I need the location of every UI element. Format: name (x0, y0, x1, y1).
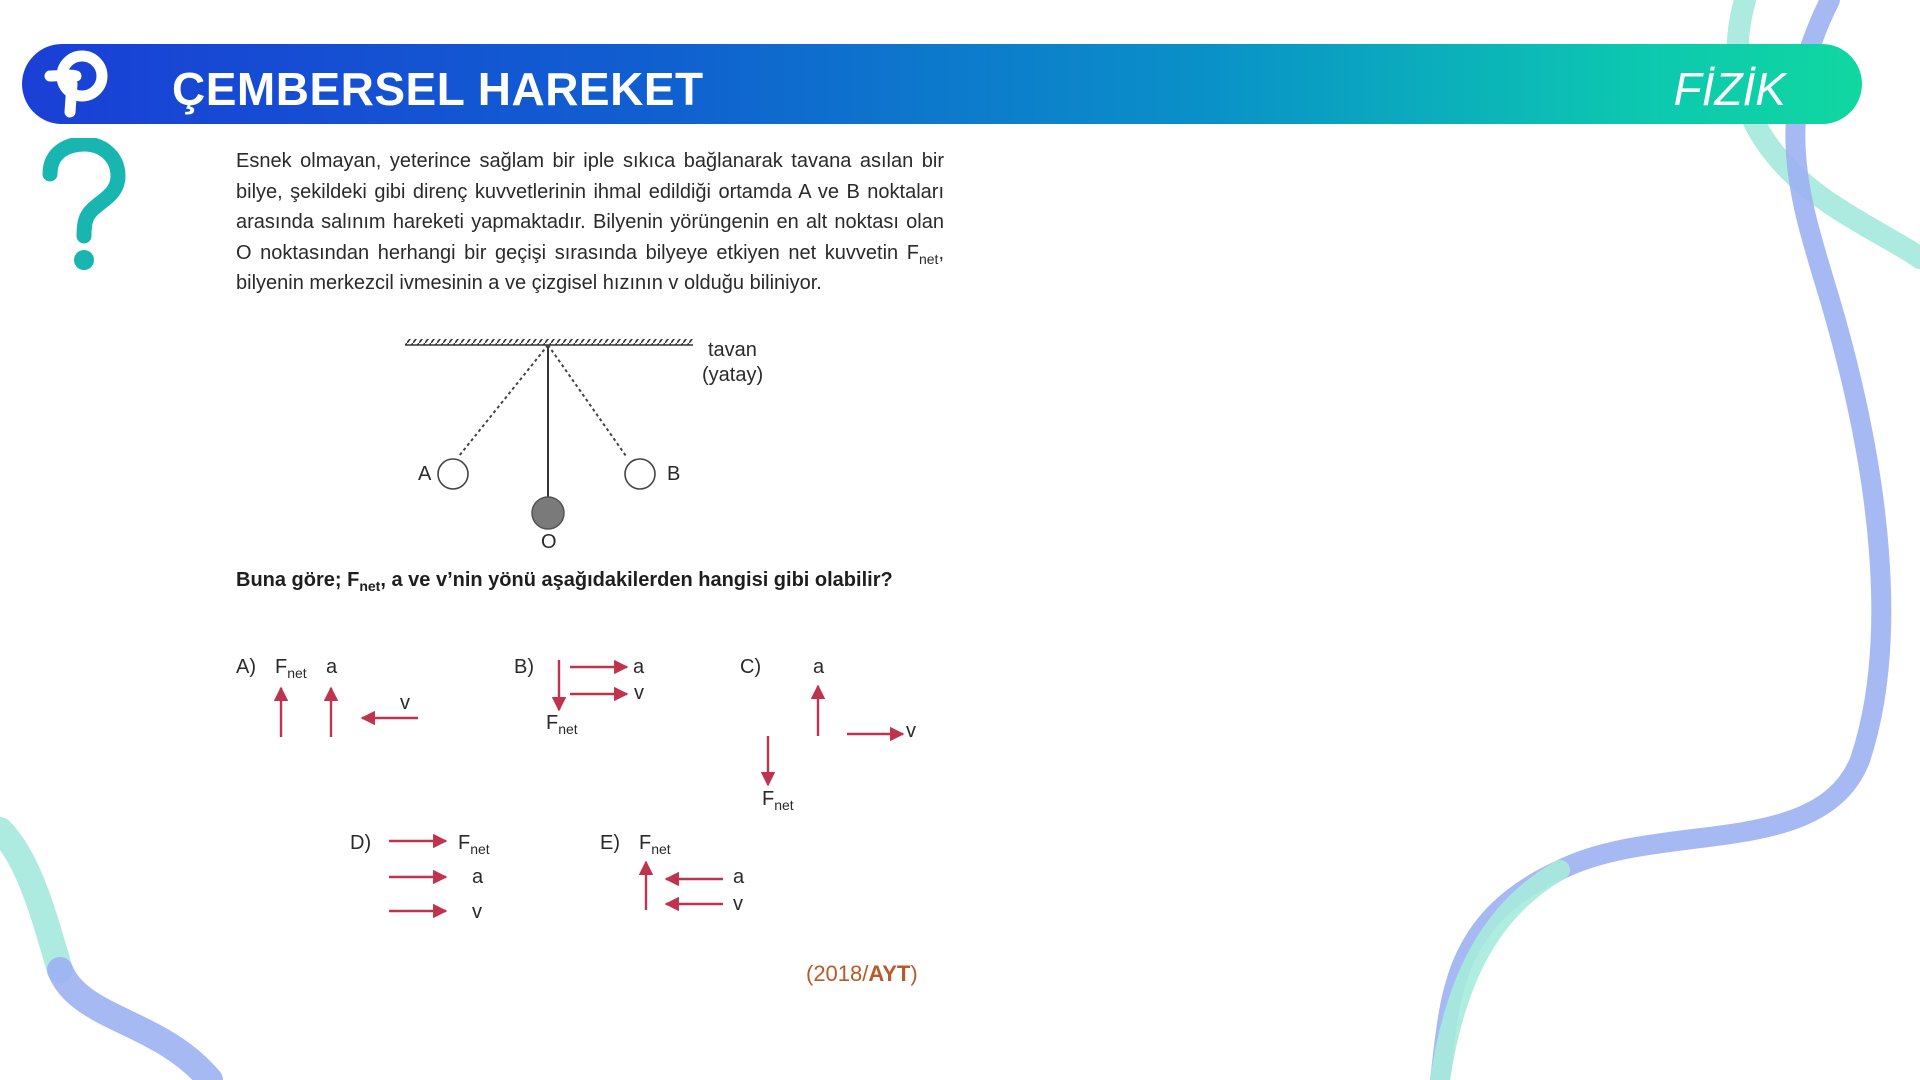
ceiling-hatch (405, 339, 693, 345)
option-d-letter[interactable]: D) (350, 832, 372, 854)
option-b-letter[interactable]: B) (514, 656, 534, 678)
page-title: ÇEMBERSEL HAREKET (172, 63, 704, 115)
option-d-v-label: v (472, 901, 482, 923)
question-text-part-2: , bilyenin merkezcil ivmesinin a ve çizgisel hızının v olduğu biliniyor. (236, 241, 944, 294)
ceiling-label: tavan (708, 339, 757, 361)
option-e-letter[interactable]: E) (600, 832, 620, 854)
decor-curve-bottom-left-teal (0, 830, 60, 970)
logo-icon (42, 50, 110, 118)
option-a-v-label: v (400, 692, 410, 714)
ball-b (625, 459, 655, 489)
decor-curve-top-right-teal (1738, 0, 1920, 258)
question-mark-icon (38, 138, 126, 274)
ceiling-sub-label: (yatay) (702, 364, 764, 386)
option-c-v-label: v (906, 720, 916, 742)
option-b-fnet-label: $F_{net}$ (546, 712, 578, 737)
source-citation: (2018/AYT) (806, 961, 918, 986)
prompt-part-2: , a ve v’nin yönü aşağıdakilerden hangisi gibi olabilir? (380, 569, 893, 591)
ball-o (532, 497, 564, 529)
option-e-a-label: a (733, 866, 745, 888)
decor-curve-top-right-blue (1440, 0, 1881, 1080)
decor-curve-bottom-left-blue (60, 970, 210, 1080)
question-prompt (236, 565, 944, 596)
option-e-v-label: v (733, 893, 743, 915)
point-b-label: B (667, 463, 681, 485)
ball-a (438, 459, 468, 489)
header-bar (22, 44, 1862, 124)
option-d-a-label: a (472, 866, 484, 888)
question-text (236, 146, 944, 299)
question-text-subscript: net (918, 250, 939, 267)
option-c-fnet-label: $F_{net}$ (762, 788, 794, 813)
pendulum-figure (395, 335, 795, 560)
string-to-b (548, 345, 626, 456)
prompt-part-1: Buna göre; F (236, 569, 360, 591)
option-e-fnet-label: $F_{net}$ (639, 832, 671, 857)
option-a-fnet-label: $F_{net}$ (275, 656, 307, 681)
point-a-label: A (418, 463, 432, 485)
decor-curve-bottom-right-teal (1440, 870, 1560, 1080)
prompt-subscript: net (359, 578, 381, 594)
subject-label: FİZİK (1673, 63, 1786, 115)
option-a-letter[interactable]: A) (236, 656, 256, 678)
option-b-v-label: v (634, 682, 644, 704)
option-c-letter[interactable]: C) (740, 656, 762, 678)
point-o-label: O (541, 531, 557, 553)
option-d-fnet-label: $F_{net}$ (458, 832, 490, 857)
option-b-a-label: a (633, 656, 645, 678)
option-a-a-label: a (326, 656, 338, 678)
string-to-a (459, 345, 548, 456)
question-text-part-1: Esnek olmayan, yeterince sağlam bir iple sıkıca bağlanarak tavana asılan bir bilye, şekildeki gibi direnç kuvvetlerinin ihmal edildiği ortamda A ve B noktaları arasında salınım hareketi yapmaktadır. Bilyenin yörüngenin en alt noktası olan O noktasından herhangi bir geçişi sırasında bilyeye etkiyen net kuvvetin F (236, 150, 944, 264)
option-c-a-label: a (813, 656, 825, 678)
